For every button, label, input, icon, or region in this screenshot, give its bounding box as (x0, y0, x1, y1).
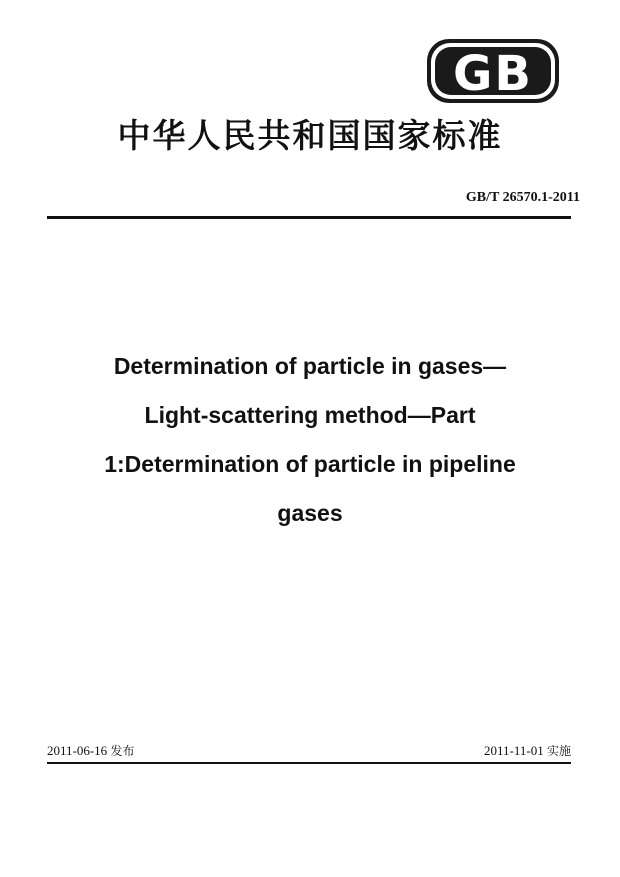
issue-label: 发布 (110, 744, 135, 758)
gb-logo (426, 38, 560, 104)
implementation-date-block (484, 743, 571, 759)
title-line-1: Determination of particle in gases— (113, 353, 507, 379)
header-divider (47, 216, 571, 219)
standard-number: GB/T 26570.1-2011 (465, 190, 580, 205)
footer-divider (47, 762, 571, 764)
svg-text:GB: GB (453, 46, 533, 102)
issuing-organization: 中华人民共和国国家标准 (117, 116, 503, 155)
document-title (60, 342, 560, 538)
implementation-date: 2011-11-01 (484, 743, 544, 758)
title-line-4: gases (277, 500, 343, 526)
title-line-3: 1:Determination of particle in pipeline (104, 451, 516, 477)
issue-date: 2011-06-16 (47, 743, 108, 758)
issue-date-block (47, 743, 134, 759)
title-line-2: Light-scattering method—Part (144, 402, 476, 428)
implementation-label: 实施 (546, 744, 571, 758)
